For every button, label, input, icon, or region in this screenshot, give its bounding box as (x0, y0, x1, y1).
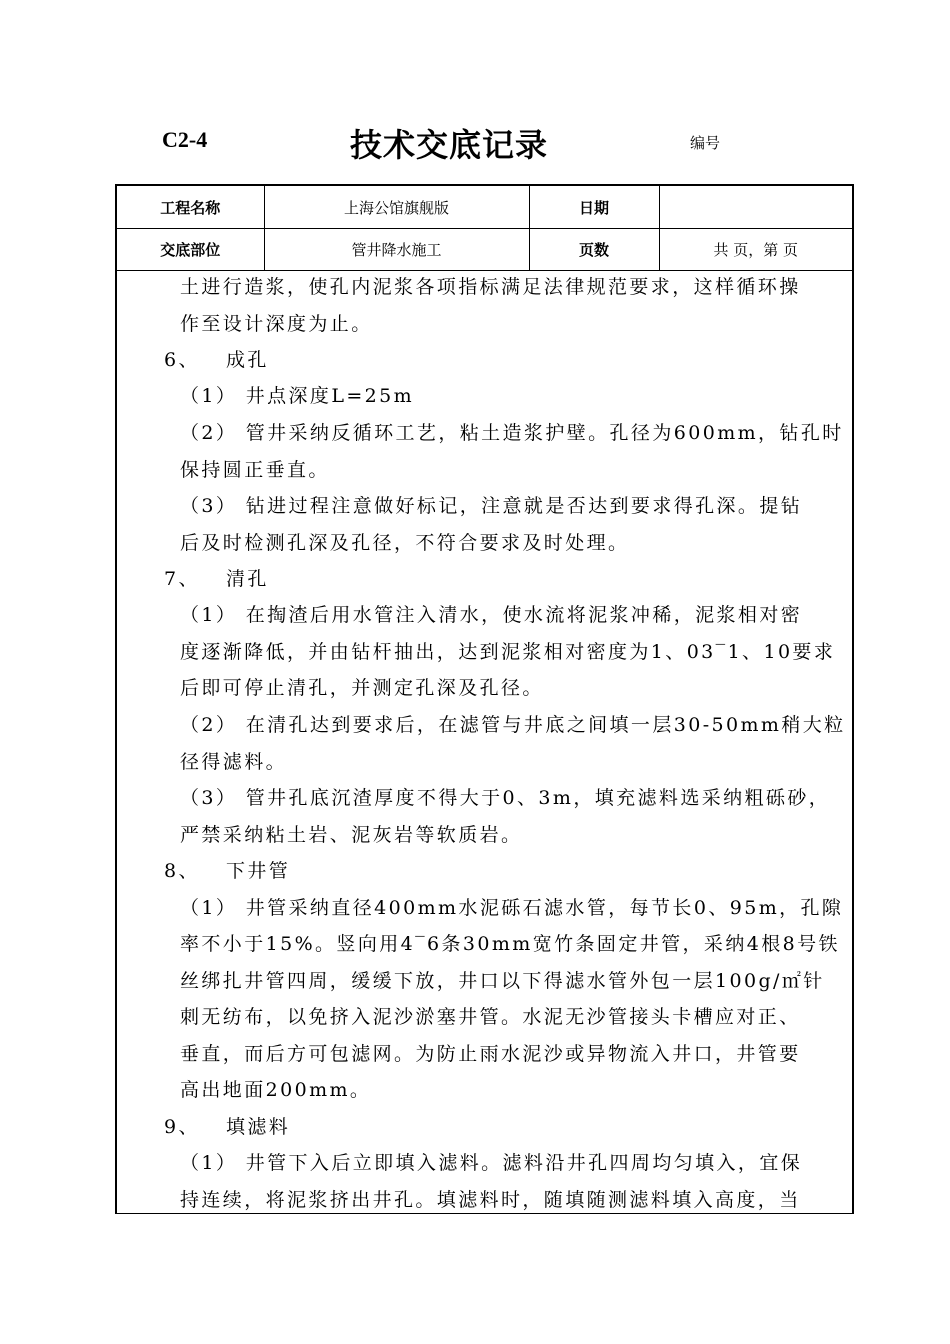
content-line: 持连续，将泥浆挤出井孔。填滤料时，随填随测滤料填入高度，当 (180, 1189, 801, 1211)
date-value (659, 186, 852, 229)
content-line: 严禁采纳粘土岩、泥灰岩等软质岩。 (180, 824, 523, 846)
content-line: （2） 管井采纳反循环工艺，粘土造浆护壁。孔径为600mm，钻孔时 (180, 422, 844, 444)
content-line: 后即可停止清孔，并测定孔深及孔径。 (180, 677, 544, 699)
info-row-part (117, 229, 852, 271)
disclosure-content (117, 271, 852, 1211)
content-line: （3） 管井孔底沉渣厚度不得大于0、3m，填充滤料选采纳粗砾砂， (180, 787, 831, 809)
document-title: 技术交底记录 (350, 126, 549, 164)
content-line: 度逐渐降低，并由钻杆抽出，达到泥浆相对密度为1、03‾1、10要求 (180, 641, 836, 663)
section-heading: 成孔 (226, 349, 269, 371)
content-line: （1） 在掏渣后用水管注入清水，使水流将泥浆冲稀，泥浆相对密 (180, 604, 803, 626)
content-line: 垂直，而后方可包滤网。为防止雨水泥沙或异物流入井口，井管要 (180, 1043, 801, 1065)
project-name-label: 工程名称 (117, 186, 264, 229)
disclosure-form (115, 184, 854, 1214)
section-heading: 下井管 (226, 860, 291, 882)
content-line: 后及时检测孔深及孔径，不符合要求及时处理。 (180, 532, 630, 554)
section-number: 6、 (164, 349, 200, 371)
content-line: （3） 钻进过程注意做好标记，注意就是否达到要求得孔深。提钻 (180, 495, 803, 517)
content-line: 丝绑扎井管四周，缓缓下放，井口以下得滤水管外包一层100g/㎡针 (180, 970, 825, 992)
disclosure-part-label: 交底部位 (117, 229, 264, 271)
form-code: C2-4 (162, 127, 208, 152)
project-name-value: 上海公馆旗舰版 (264, 186, 529, 229)
content-line: （1） 井管采纳直径400mm水泥砾石滤水管，每节长0、95m，孔隙 (180, 897, 844, 919)
content-line: 作至设计深度为止。 (180, 313, 373, 335)
info-row-project (117, 186, 852, 229)
content-line: （1） 井点深度L=25m (180, 385, 415, 407)
info-table (117, 186, 852, 271)
content-line: 刺无纺布，以免挤入泥沙淤塞井管。水泥无沙管接头卡槽应对正、 (180, 1006, 801, 1028)
pages-value: 共 页，第 页 (659, 229, 852, 271)
content-line: 径得滤料。 (180, 751, 288, 773)
content-line: （1） 井管下入后立即填入滤料。滤料沿井孔四周均匀填入，宜保 (180, 1152, 803, 1174)
content-line: 保持圆正垂直。 (180, 459, 330, 481)
document-number-label: 编号 (690, 134, 721, 152)
date-label: 日期 (529, 186, 659, 229)
content-line: 率不小于15%。竖向用4‾6条30mm宽竹条固定井管，采纳4根8号铁 (180, 933, 840, 955)
pages-label: 页数 (529, 229, 659, 271)
section-heading: 清孔 (226, 568, 269, 590)
section-number: 7、 (164, 568, 200, 590)
section-heading: 填滤料 (226, 1116, 291, 1138)
content-line: 高出地面200mm。 (180, 1079, 372, 1101)
section-number: 8、 (164, 860, 200, 882)
section-number: 9、 (164, 1116, 200, 1138)
content-line: （2） 在清孔达到要求后，在滤管与井底之间填一层30-50mm稍大粒 (180, 714, 846, 736)
content-line: 土进行造浆，使孔内泥浆各项指标满足法律规范要求，这样循环操 (180, 276, 801, 298)
disclosure-part-value: 管井降水施工 (264, 229, 529, 271)
